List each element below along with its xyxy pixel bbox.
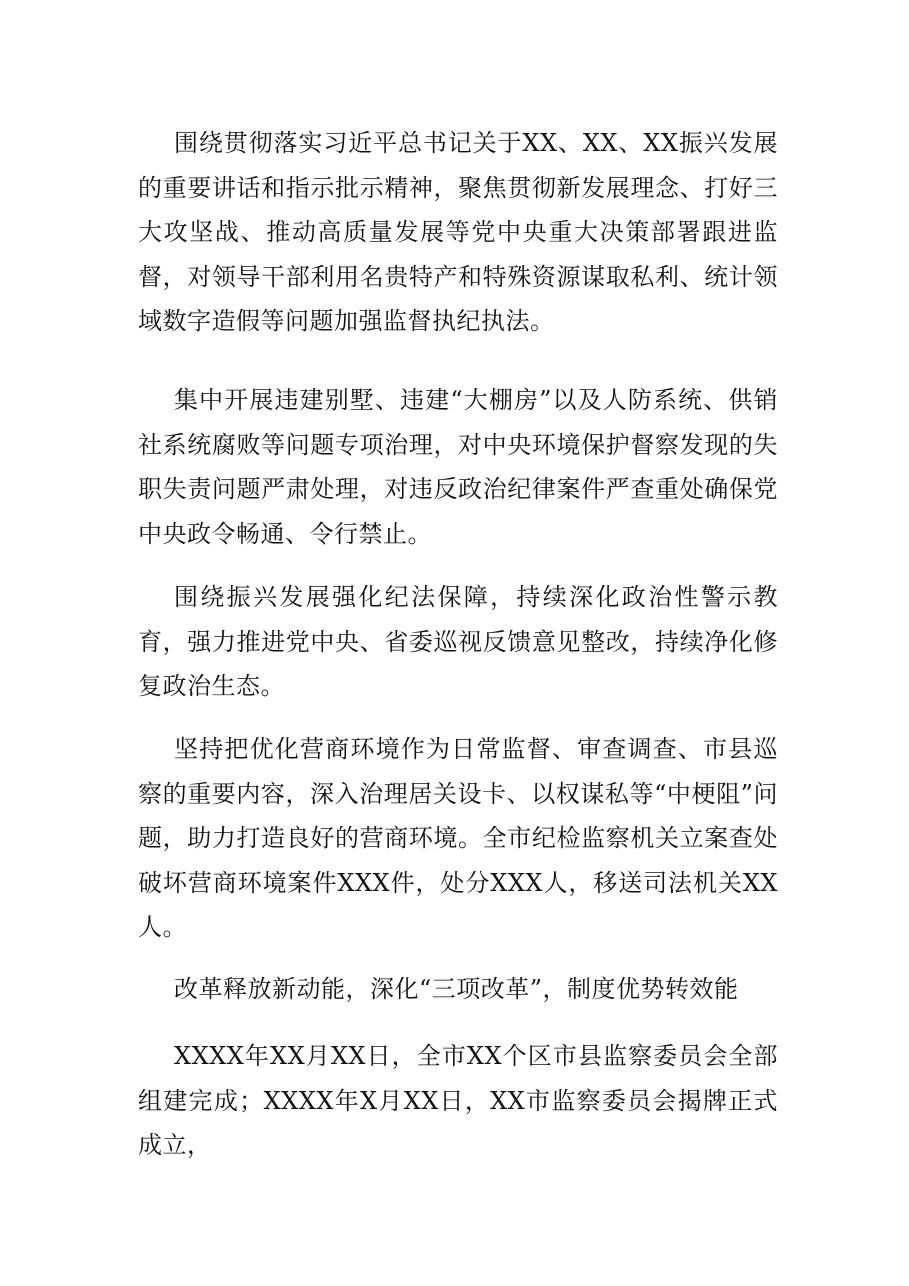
- paragraph-2: 集中开展违建别墅、违建“大棚房”以及人防系统、供销社系统腐败等问题专项治理，对中央环境保护督察发现的失职失责问题严肃处理，对违反政治纪律案件严查重处确保党中央政令畅通、令行禁止。: [138, 386, 778, 548]
- paragraph-1: 围绕贯彻落实习近平总书记关于XX、XX、XX振兴发展的重要讲话和指示批示精神，聚焦贯彻新发展理念、打好三大攻坚战、推动高质量发展等党中央重大决策部署跟进监督，对领导干部利用名贵特产和特殊资源谋取私利、统计领域数字造假等问题加强监督执纪执法。: [138, 129, 778, 335]
- paragraph-3: 围绕振兴发展强化纪法保障，持续深化政治性警示教育，强力推进党中央、省委巡视反馈意见整改，持续净化修复政治生态。: [138, 583, 778, 700]
- paragraph-4: 坚持把优化营商环境作为日常监督、审查调查、市县巡察的重要内容，深入治理居关设卡、以权谋私等“中梗阻”问题，助力打造良好的营商环境。全市纪检监察机关立案查处破坏营商环境案件XXX件，处分XXX人，移送司法机关XX人。: [138, 735, 778, 941]
- section-heading: 改革释放新动能，深化“三项改革”，制度优势转效能: [174, 975, 739, 1003]
- paragraph-5: XXXX年XX月XX日，全市XX个区市县监察委员会全部组建完成；XXXX年X月XX日，XX市监察委员会揭牌正式成立，: [138, 1042, 778, 1159]
